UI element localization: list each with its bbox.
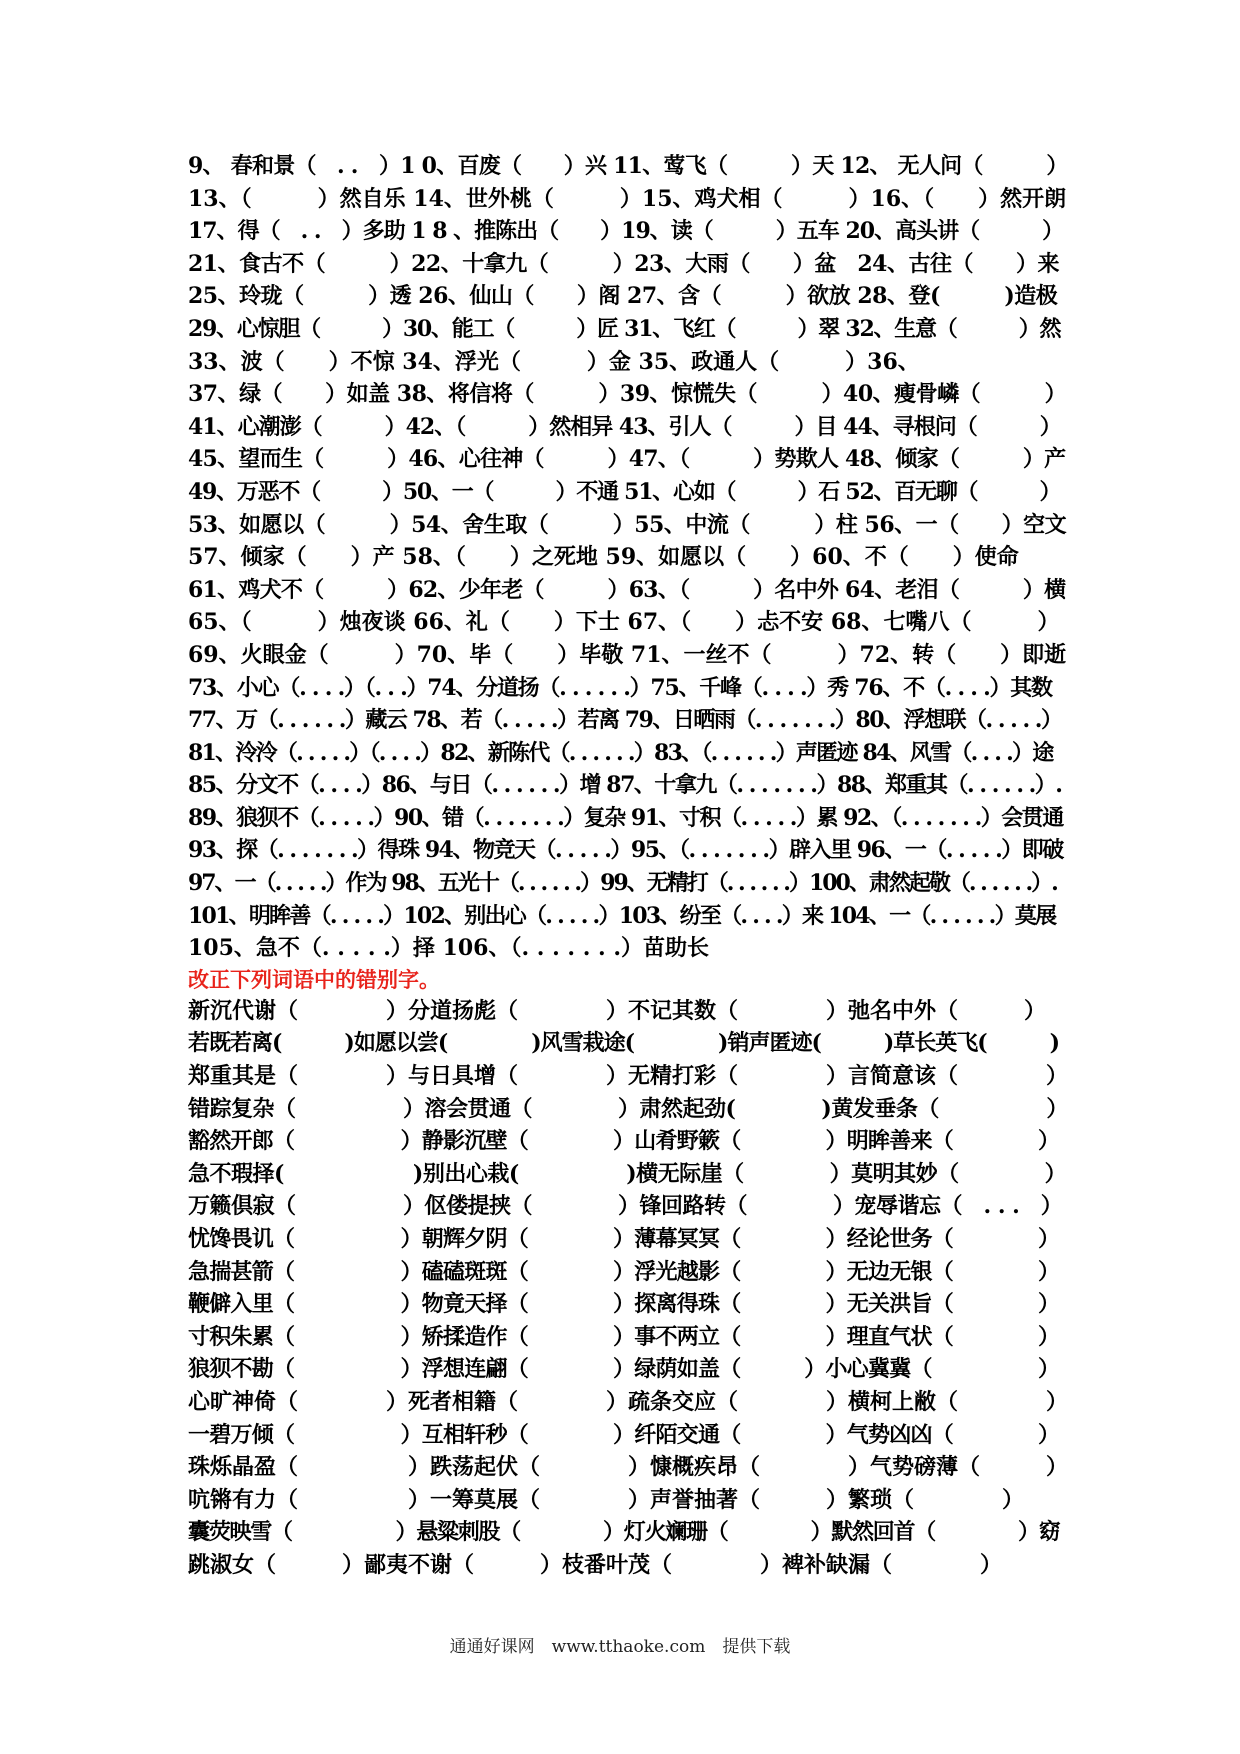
exercise-line: 81、泠泠（. . . . .）（. . . .）82、新陈代（. . . . . .）83、（. . . . . .）声匿迹 84、风雪（. . . .）途 bbox=[188, 739, 1053, 766]
correction-line: 万籁倶寂（ ）伛偻提挟（ ）锋回路转（ ）宠辱谐忘（ . . . ） bbox=[188, 1193, 1063, 1220]
exercise-line: 85、分文不（. . . .）86、与日（. . . . . .）增 87、十拿九（. . . . . . .）88、郑重其（. . . . . .）. bbox=[188, 772, 1062, 799]
exercise-line: 61、鸡犬不（ ）62、少年老（ ）63、（ ）名中外 64、老泪（ ）横 bbox=[188, 576, 1066, 603]
section-heading: 改正下列词语中的错别字。 bbox=[188, 966, 440, 992]
exercise-line: 41、心潮澎（ ）42、（ ）然相异 43、引人（ ）目 44、寻根问（ ） bbox=[188, 413, 1061, 440]
typo-correction-section bbox=[188, 995, 1068, 1582]
exercise-line: 101、明眸善（. . . . .）102、别出心（. . . . .）103、纷至（. . . .）来 104、一（. . . . . .）莫展 bbox=[188, 902, 1056, 929]
exercise-line: 17、得（ . . ）多助 1 8 、推陈出（ ）19、读（ ）五车 20、高头讲（ ） bbox=[188, 218, 1064, 245]
correction-line: 新沉代谢（ ）分道扬彪（ ）不记其数（ ）弛名中外（ ） bbox=[188, 997, 1047, 1024]
exercise-line: 73、小心（. . . .）（. . .）74、分道扬（. . . . . .）75、千峰（. . . .）秀 76、不（. . . .）其数 bbox=[188, 674, 1052, 701]
exercise-line: 89、狼狈不（. . . . .）90、错（. . . . . . .）复杂 91、寸积（. . . . .）累 92、（. . . . . . .）会贯通 bbox=[188, 804, 1063, 831]
correction-line: 跳淑女（ ）鄙夷不谢（ ）枝番叶茂（ ）裨补缺漏（ ） bbox=[188, 1551, 1003, 1578]
correction-line: 吭锵有力（ ）一筹莫展（ ）声誉抽著（ ）繁琐（ ） bbox=[188, 1486, 1025, 1513]
exercise-line: 93、探（. . . . . . .）得珠 94、物竞天（. . . . .）95、（. . . . . . .）辟入里 96、一（. . . . .）即破 bbox=[188, 837, 1063, 864]
correction-line: 急不瑕择( )别出心栽( )横无际崖（ ）莫明其妙（ ） bbox=[188, 1160, 1067, 1187]
exercise-line: 105、急不（. . . . .）择 106、（. . . . . . .）苗助长 bbox=[188, 935, 710, 962]
worksheet-content bbox=[188, 150, 1068, 1582]
correction-line: 若既若离( )如愿以尝( )风雪栽途( )销声匿迹( )草长英飞( ) bbox=[188, 1030, 1060, 1057]
exercise-line: 21、食古不（ ）22、十拿九（ ）23、大雨（ ）盆 24、古往（ ）来 bbox=[188, 250, 1059, 277]
exercise-line: 9、 春和景（ . . ）1 0、百废（ ）兴 11、莺飞（ ）天 12、 无人问（ ） bbox=[188, 153, 1068, 179]
exercise-line: 97、一（. . . . .）作为 98、五光十（. . . . . .）99、无精打（. . . . . .）100、肃然起敬（. . . . . .）. bbox=[188, 870, 1057, 897]
correction-line: 豁然开郎（ ）静影沉壁（ ）山肴野簌（ ）明眸善来（ ） bbox=[188, 1128, 1060, 1155]
exercise-line: 25、玲珑（ ）透 26、仙山（ ）阁 27、含（ ）欲放 28、登( )造极 bbox=[188, 283, 1058, 310]
exercise-line: 57、倾家（ ）产 58、（ ）之死地 59、如愿以（ ）60、不（ ）使命 bbox=[188, 544, 1019, 571]
correction-line: 郑重其是（ ）与日具增（ ）无精打彩（ ）言简意该（ ） bbox=[188, 1063, 1068, 1090]
correction-line: 鞭僻入里（ ）物竟天择（ ）探离得珠（ ）无关洪旨（ ） bbox=[188, 1291, 1060, 1318]
idiom-fill-in-section bbox=[188, 150, 1068, 965]
exercise-line: 37、绿（ ）如盖 38、将信将（ ）39、惊慌失（ ）40、瘦骨嶙（ ） bbox=[188, 381, 1067, 408]
exercise-line: 29、心惊胆（ ）30、能工（ ）匠 31、飞红（ ）翠 32、生意（ ）然 bbox=[188, 315, 1061, 342]
exercise-line: 65、（ ）烛夜谈 66、礼（ ）下士 67、（ ）忐不安 68、七嘴八（ ） bbox=[188, 609, 1060, 636]
page-footer: 通通好课网 www.tthaoke.com 提供下载 bbox=[449, 1637, 791, 1657]
correction-line: 忧馋畏讥（ ）朝辉夕阴（ ）薄幕冥冥（ ）经论世务（ ） bbox=[188, 1226, 1060, 1252]
correction-line: 寸积朱累（ ）矫揉造作（ ）事不两立（ ）理直气状（ ） bbox=[188, 1323, 1060, 1350]
correction-line: 囊荧映雪（ ）悬粱刺股（ ）灯火斓珊（ ）默然回首（ ）窈 bbox=[188, 1519, 1060, 1546]
correction-line: 错踪复杂（ ）溶会贯通（ ）肃然起劲( )黄发垂条（ ） bbox=[188, 1095, 1068, 1122]
correction-line: 珠烁晶盈（ ）跌荡起伏（ ）慷概疾昂（ ）气势磅薄（ ） bbox=[188, 1454, 1068, 1481]
correction-line: 心旷神倚（ ）死者相籍（ ）疏条交应（ ）横柯上敝（ ） bbox=[188, 1388, 1068, 1415]
exercise-line: 13、（ ）然自乐 14、世外桃（ ）15、鸡犬相（ ）16、（ ）然开朗 bbox=[188, 185, 1067, 212]
exercise-line: 53、如愿以（ ）54、舍生取（ ）55、中流（ ）柱 56、一（ ）空文 bbox=[188, 511, 1067, 538]
correction-line: 一碧万倾（ ）互相轩秒（ ）纤陌交通（ ）气势凶凶（ ） bbox=[188, 1421, 1060, 1448]
correction-line: 狼狈不勘（ ）浮想连翩（ ）绿荫如盖（ ）小心冀冀（ ） bbox=[188, 1356, 1060, 1383]
exercise-line: 77、万（. . . . . .）藏云 78、若（. . . . .）若离 79、日晒雨（. . . . . . .）80、浮想联（. . . . .） bbox=[188, 707, 1062, 734]
exercise-line: 69、火眼金（ ）70、毕（ ）毕敬 71、一丝不（ ）72、转（ ）即逝 bbox=[188, 641, 1067, 668]
exercise-line: 45、望而生（ ）46、心往神（ ）47、（ ）势欺人 48、倾家（ ）产 bbox=[188, 446, 1066, 473]
correction-line: 急揣甚箭（ ）磕磕斑斑（ ）浮光越影（ ）无边无银（ ） bbox=[188, 1258, 1060, 1285]
exercise-line: 49、万恶不（ ）50、一（ ）不通 51、心如（ ）石 52、百无聊（ ） bbox=[188, 478, 1061, 505]
exercise-line: 33、波（ ）不惊 34、浮光（ ）金 35、政通人（ ）36、 bbox=[188, 348, 920, 375]
